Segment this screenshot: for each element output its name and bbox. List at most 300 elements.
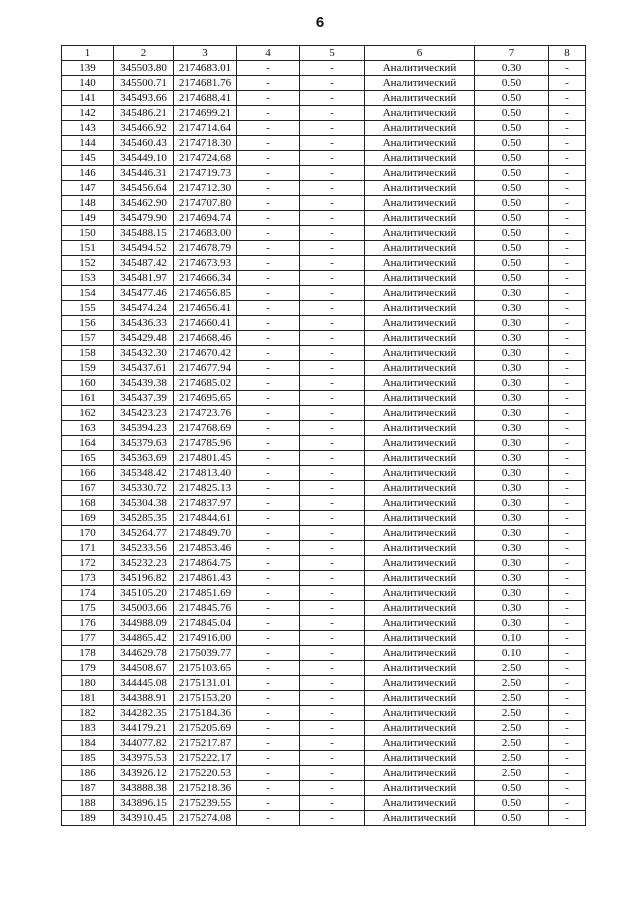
x-coordinate-cell: 345437.61 [114, 361, 174, 376]
table-row [62, 421, 586, 436]
method-cell: Аналитический [365, 691, 475, 706]
y-coordinate-cell: 2175274.08 [174, 811, 237, 826]
x-coordinate-cell: 343975.53 [114, 751, 174, 766]
method-cell: Аналитический [365, 406, 475, 421]
y-coordinate-cell: 2175239.55 [174, 796, 237, 811]
column-4-cell: - [237, 691, 300, 706]
column-4-cell: - [237, 451, 300, 466]
column-5-cell: - [300, 391, 365, 406]
column-5-cell: - [300, 181, 365, 196]
accuracy-cell: 2.50 [475, 751, 549, 766]
y-coordinate-cell: 2174801.45 [174, 451, 237, 466]
table-row [62, 316, 586, 331]
accuracy-cell: 0.50 [475, 241, 549, 256]
method-cell: Аналитический [365, 436, 475, 451]
column-8-cell: - [549, 556, 586, 571]
column-5-cell: - [300, 151, 365, 166]
accuracy-cell: 0.30 [475, 586, 549, 601]
accuracy-cell: 0.50 [475, 256, 549, 271]
x-coordinate-cell: 345487.42 [114, 256, 174, 271]
accuracy-cell: 2.50 [475, 676, 549, 691]
method-cell: Аналитический [365, 601, 475, 616]
table-row [62, 361, 586, 376]
table-row [62, 256, 586, 271]
x-coordinate-cell: 345394.23 [114, 421, 174, 436]
y-coordinate-cell: 2174845.76 [174, 601, 237, 616]
y-coordinate-cell: 2174718.30 [174, 136, 237, 151]
column-5-cell: - [300, 691, 365, 706]
column-4-cell: - [237, 646, 300, 661]
y-coordinate-cell: 2174844.61 [174, 511, 237, 526]
column-8-cell: - [549, 691, 586, 706]
table-row [62, 541, 586, 556]
y-coordinate-cell: 2174695.65 [174, 391, 237, 406]
column-8-cell: - [549, 766, 586, 781]
table-row [62, 751, 586, 766]
accuracy-cell: 0.30 [475, 346, 549, 361]
column-5-cell: - [300, 766, 365, 781]
column-8-cell: - [549, 706, 586, 721]
method-cell: Аналитический [365, 166, 475, 181]
table-row [62, 241, 586, 256]
accuracy-cell: 2.50 [475, 766, 549, 781]
column-5-cell: - [300, 106, 365, 121]
table-row [62, 151, 586, 166]
method-cell: Аналитический [365, 361, 475, 376]
table-row [62, 571, 586, 586]
column-4-cell: - [237, 436, 300, 451]
method-cell: Аналитический [365, 571, 475, 586]
method-cell: Аналитический [365, 706, 475, 721]
point-number-cell: 183 [62, 721, 114, 736]
y-coordinate-cell: 2174724.68 [174, 151, 237, 166]
column-5-cell: - [300, 451, 365, 466]
accuracy-cell: 0.30 [475, 541, 549, 556]
x-coordinate-cell: 344629.78 [114, 646, 174, 661]
y-coordinate-cell: 2174864.75 [174, 556, 237, 571]
column-8-cell: - [549, 751, 586, 766]
accuracy-cell: 0.50 [475, 196, 549, 211]
y-coordinate-cell: 2174707.80 [174, 196, 237, 211]
point-number-cell: 145 [62, 151, 114, 166]
y-coordinate-cell: 2174666.34 [174, 271, 237, 286]
x-coordinate-cell: 344445.08 [114, 676, 174, 691]
table-row [62, 391, 586, 406]
table-row [62, 466, 586, 481]
column-8-cell: - [549, 226, 586, 241]
column-header: 8 [549, 46, 586, 61]
point-number-cell: 163 [62, 421, 114, 436]
column-5-cell: - [300, 226, 365, 241]
column-8-cell: - [549, 796, 586, 811]
column-4-cell: - [237, 151, 300, 166]
column-8-cell: - [549, 316, 586, 331]
y-coordinate-cell: 2175217.87 [174, 736, 237, 751]
y-coordinate-cell: 2174668.46 [174, 331, 237, 346]
column-4-cell: - [237, 121, 300, 136]
method-cell: Аналитический [365, 271, 475, 286]
x-coordinate-cell: 345481.97 [114, 271, 174, 286]
column-8-cell: - [549, 301, 586, 316]
column-5-cell: - [300, 406, 365, 421]
table-row [62, 586, 586, 601]
column-8-cell: - [549, 76, 586, 91]
column-8-cell: - [549, 271, 586, 286]
x-coordinate-cell: 345474.24 [114, 301, 174, 316]
point-number-cell: 144 [62, 136, 114, 151]
y-coordinate-cell: 2174845.04 [174, 616, 237, 631]
column-5-cell: - [300, 301, 365, 316]
table-row [62, 106, 586, 121]
column-4-cell: - [237, 631, 300, 646]
point-number-cell: 146 [62, 166, 114, 181]
accuracy-cell: 0.30 [475, 301, 549, 316]
table-row [62, 661, 586, 676]
table-row [62, 601, 586, 616]
x-coordinate-cell: 345233.56 [114, 541, 174, 556]
y-coordinate-cell: 2174685.02 [174, 376, 237, 391]
y-coordinate-cell: 2174719.73 [174, 166, 237, 181]
y-coordinate-cell: 2174670.42 [174, 346, 237, 361]
table-row [62, 211, 586, 226]
x-coordinate-cell: 345494.52 [114, 241, 174, 256]
point-number-cell: 176 [62, 616, 114, 631]
x-coordinate-cell: 345493.66 [114, 91, 174, 106]
column-4-cell: - [237, 481, 300, 496]
page-number: 6 [315, 14, 325, 31]
table-row [62, 676, 586, 691]
column-5-cell: - [300, 286, 365, 301]
column-4-cell: - [237, 256, 300, 271]
y-coordinate-cell: 2175218.36 [174, 781, 237, 796]
method-cell: Аналитический [365, 106, 475, 121]
column-4-cell: - [237, 496, 300, 511]
method-cell: Аналитический [365, 721, 475, 736]
column-4-cell: - [237, 406, 300, 421]
column-4-cell: - [237, 241, 300, 256]
column-5-cell: - [300, 751, 365, 766]
x-coordinate-cell: 344179.21 [114, 721, 174, 736]
method-cell: Аналитический [365, 526, 475, 541]
column-8-cell: - [549, 466, 586, 481]
column-4-cell: - [237, 556, 300, 571]
column-4-cell: - [237, 511, 300, 526]
x-coordinate-cell: 345429.48 [114, 331, 174, 346]
column-5-cell: - [300, 196, 365, 211]
accuracy-cell: 2.50 [475, 691, 549, 706]
column-5-cell: - [300, 91, 365, 106]
column-5-cell: - [300, 361, 365, 376]
column-8-cell: - [549, 166, 586, 181]
column-5-cell: - [300, 811, 365, 826]
accuracy-cell: 0.50 [475, 76, 549, 91]
column-8-cell: - [549, 481, 586, 496]
column-4-cell: - [237, 61, 300, 76]
column-5-cell: - [300, 376, 365, 391]
column-header: 6 [365, 46, 475, 61]
x-coordinate-cell: 344388.91 [114, 691, 174, 706]
method-cell: Аналитический [365, 151, 475, 166]
table-row [62, 511, 586, 526]
y-coordinate-cell: 2174853.46 [174, 541, 237, 556]
point-number-cell: 160 [62, 376, 114, 391]
point-number-cell: 172 [62, 556, 114, 571]
column-8-cell: - [549, 211, 586, 226]
accuracy-cell: 0.50 [475, 181, 549, 196]
column-4-cell: - [237, 196, 300, 211]
accuracy-cell: 0.50 [475, 106, 549, 121]
point-number-cell: 167 [62, 481, 114, 496]
column-4-cell: - [237, 376, 300, 391]
column-8-cell: - [549, 106, 586, 121]
point-number-cell: 143 [62, 121, 114, 136]
method-cell: Аналитический [365, 631, 475, 646]
column-5-cell: - [300, 496, 365, 511]
accuracy-cell: 0.30 [475, 286, 549, 301]
accuracy-cell: 0.10 [475, 631, 549, 646]
x-coordinate-cell: 343910.45 [114, 811, 174, 826]
column-4-cell: - [237, 361, 300, 376]
x-coordinate-cell: 345432.30 [114, 346, 174, 361]
method-cell: Аналитический [365, 331, 475, 346]
method-cell: Аналитический [365, 286, 475, 301]
column-5-cell: - [300, 241, 365, 256]
column-4-cell: - [237, 526, 300, 541]
accuracy-cell: 0.30 [475, 616, 549, 631]
table-row [62, 271, 586, 286]
point-number-cell: 156 [62, 316, 114, 331]
x-coordinate-cell: 345439.38 [114, 376, 174, 391]
column-8-cell: - [549, 586, 586, 601]
column-5-cell: - [300, 631, 365, 646]
method-cell: Аналитический [365, 301, 475, 316]
point-number-cell: 168 [62, 496, 114, 511]
method-cell: Аналитический [365, 661, 475, 676]
y-coordinate-cell: 2174825.13 [174, 481, 237, 496]
x-coordinate-cell: 345436.33 [114, 316, 174, 331]
x-coordinate-cell: 343896.15 [114, 796, 174, 811]
column-8-cell: - [549, 436, 586, 451]
method-cell: Аналитический [365, 91, 475, 106]
column-4-cell: - [237, 76, 300, 91]
column-4-cell: - [237, 346, 300, 361]
column-4-cell: - [237, 616, 300, 631]
y-coordinate-cell: 2174849.70 [174, 526, 237, 541]
column-8-cell: - [549, 121, 586, 136]
point-number-cell: 147 [62, 181, 114, 196]
y-coordinate-cell: 2174714.64 [174, 121, 237, 136]
method-cell: Аналитический [365, 136, 475, 151]
point-number-cell: 187 [62, 781, 114, 796]
method-cell: Аналитический [365, 616, 475, 631]
x-coordinate-cell: 343888.38 [114, 781, 174, 796]
point-number-cell: 169 [62, 511, 114, 526]
x-coordinate-cell: 345330.72 [114, 481, 174, 496]
method-cell: Аналитический [365, 76, 475, 91]
column-8-cell: - [549, 331, 586, 346]
table-row [62, 556, 586, 571]
column-5-cell: - [300, 706, 365, 721]
point-number-cell: 181 [62, 691, 114, 706]
y-coordinate-cell: 2174916.00 [174, 631, 237, 646]
point-number-cell: 152 [62, 256, 114, 271]
column-4-cell: - [237, 106, 300, 121]
column-5-cell: - [300, 121, 365, 136]
x-coordinate-cell: 345500.71 [114, 76, 174, 91]
accuracy-cell: 0.50 [475, 151, 549, 166]
point-number-cell: 154 [62, 286, 114, 301]
accuracy-cell: 2.50 [475, 706, 549, 721]
table-row [62, 631, 586, 646]
accuracy-cell: 2.50 [475, 721, 549, 736]
y-coordinate-cell: 2174851.69 [174, 586, 237, 601]
accuracy-cell: 0.30 [475, 376, 549, 391]
accuracy-cell: 0.30 [475, 406, 549, 421]
table-row [62, 451, 586, 466]
point-number-cell: 179 [62, 661, 114, 676]
accuracy-cell: 0.30 [475, 391, 549, 406]
column-5-cell: - [300, 721, 365, 736]
point-number-cell: 188 [62, 796, 114, 811]
table-row [62, 436, 586, 451]
y-coordinate-cell: 2174694.74 [174, 211, 237, 226]
x-coordinate-cell: 345449.10 [114, 151, 174, 166]
method-cell: Аналитический [365, 211, 475, 226]
column-5-cell: - [300, 601, 365, 616]
y-coordinate-cell: 2175039.77 [174, 646, 237, 661]
accuracy-cell: 0.50 [475, 781, 549, 796]
column-header: 7 [475, 46, 549, 61]
column-5-cell: - [300, 736, 365, 751]
table-row [62, 691, 586, 706]
x-coordinate-cell: 345304.38 [114, 496, 174, 511]
column-4-cell: - [237, 586, 300, 601]
table-row [62, 406, 586, 421]
column-5-cell: - [300, 571, 365, 586]
method-cell: Аналитический [365, 451, 475, 466]
column-8-cell: - [549, 736, 586, 751]
x-coordinate-cell: 345285.35 [114, 511, 174, 526]
y-coordinate-cell: 2175153.20 [174, 691, 237, 706]
x-coordinate-cell: 345503.80 [114, 61, 174, 76]
accuracy-cell: 0.50 [475, 121, 549, 136]
x-coordinate-cell: 344077.82 [114, 736, 174, 751]
column-4-cell: - [237, 316, 300, 331]
table-row [62, 481, 586, 496]
column-4-cell: - [237, 766, 300, 781]
x-coordinate-cell: 343926.12 [114, 766, 174, 781]
column-5-cell: - [300, 436, 365, 451]
column-8-cell: - [549, 286, 586, 301]
accuracy-cell: 0.30 [475, 421, 549, 436]
point-number-cell: 155 [62, 301, 114, 316]
point-number-cell: 153 [62, 271, 114, 286]
y-coordinate-cell: 2174660.41 [174, 316, 237, 331]
point-number-cell: 170 [62, 526, 114, 541]
column-8-cell: - [549, 376, 586, 391]
column-4-cell: - [237, 331, 300, 346]
point-number-cell: 159 [62, 361, 114, 376]
point-number-cell: 164 [62, 436, 114, 451]
accuracy-cell: 0.50 [475, 136, 549, 151]
column-8-cell: - [549, 811, 586, 826]
column-header: 3 [174, 46, 237, 61]
table-row [62, 91, 586, 106]
column-8-cell: - [549, 601, 586, 616]
y-coordinate-cell: 2174768.69 [174, 421, 237, 436]
method-cell: Аналитический [365, 556, 475, 571]
point-number-cell: 151 [62, 241, 114, 256]
column-5-cell: - [300, 781, 365, 796]
table-row [62, 736, 586, 751]
column-4-cell: - [237, 211, 300, 226]
method-cell: Аналитический [365, 316, 475, 331]
column-4-cell: - [237, 91, 300, 106]
column-8-cell: - [549, 541, 586, 556]
accuracy-cell: 0.30 [475, 571, 549, 586]
column-5-cell: - [300, 481, 365, 496]
column-5-cell: - [300, 676, 365, 691]
table-row [62, 646, 586, 661]
column-8-cell: - [549, 496, 586, 511]
column-8-cell: - [549, 616, 586, 631]
table-header-row [62, 46, 586, 61]
point-number-cell: 140 [62, 76, 114, 91]
method-cell: Аналитический [365, 811, 475, 826]
column-4-cell: - [237, 301, 300, 316]
y-coordinate-cell: 2174677.94 [174, 361, 237, 376]
table-row [62, 796, 586, 811]
x-coordinate-cell: 344508.67 [114, 661, 174, 676]
point-number-cell: 174 [62, 586, 114, 601]
accuracy-cell: 0.50 [475, 211, 549, 226]
accuracy-cell: 0.30 [475, 526, 549, 541]
y-coordinate-cell: 2174785.96 [174, 436, 237, 451]
x-coordinate-cell: 345348.42 [114, 466, 174, 481]
table-row [62, 376, 586, 391]
point-number-cell: 150 [62, 226, 114, 241]
accuracy-cell: 2.50 [475, 736, 549, 751]
y-coordinate-cell: 2175205.69 [174, 721, 237, 736]
column-4-cell: - [237, 541, 300, 556]
y-coordinate-cell: 2174673.93 [174, 256, 237, 271]
x-coordinate-cell: 344865.42 [114, 631, 174, 646]
point-number-cell: 185 [62, 751, 114, 766]
x-coordinate-cell: 345379.63 [114, 436, 174, 451]
point-number-cell: 177 [62, 631, 114, 646]
accuracy-cell: 0.30 [475, 331, 549, 346]
column-4-cell: - [237, 706, 300, 721]
point-number-cell: 173 [62, 571, 114, 586]
column-8-cell: - [549, 571, 586, 586]
x-coordinate-cell: 345462.90 [114, 196, 174, 211]
method-cell: Аналитический [365, 181, 475, 196]
method-cell: Аналитический [365, 676, 475, 691]
y-coordinate-cell: 2174656.41 [174, 301, 237, 316]
method-cell: Аналитический [365, 541, 475, 556]
y-coordinate-cell: 2174656.85 [174, 286, 237, 301]
table-row [62, 136, 586, 151]
column-4-cell: - [237, 796, 300, 811]
method-cell: Аналитический [365, 256, 475, 271]
column-4-cell: - [237, 166, 300, 181]
column-8-cell: - [549, 421, 586, 436]
column-4-cell: - [237, 721, 300, 736]
column-8-cell: - [549, 361, 586, 376]
column-5-cell: - [300, 166, 365, 181]
column-4-cell: - [237, 811, 300, 826]
column-8-cell: - [549, 676, 586, 691]
